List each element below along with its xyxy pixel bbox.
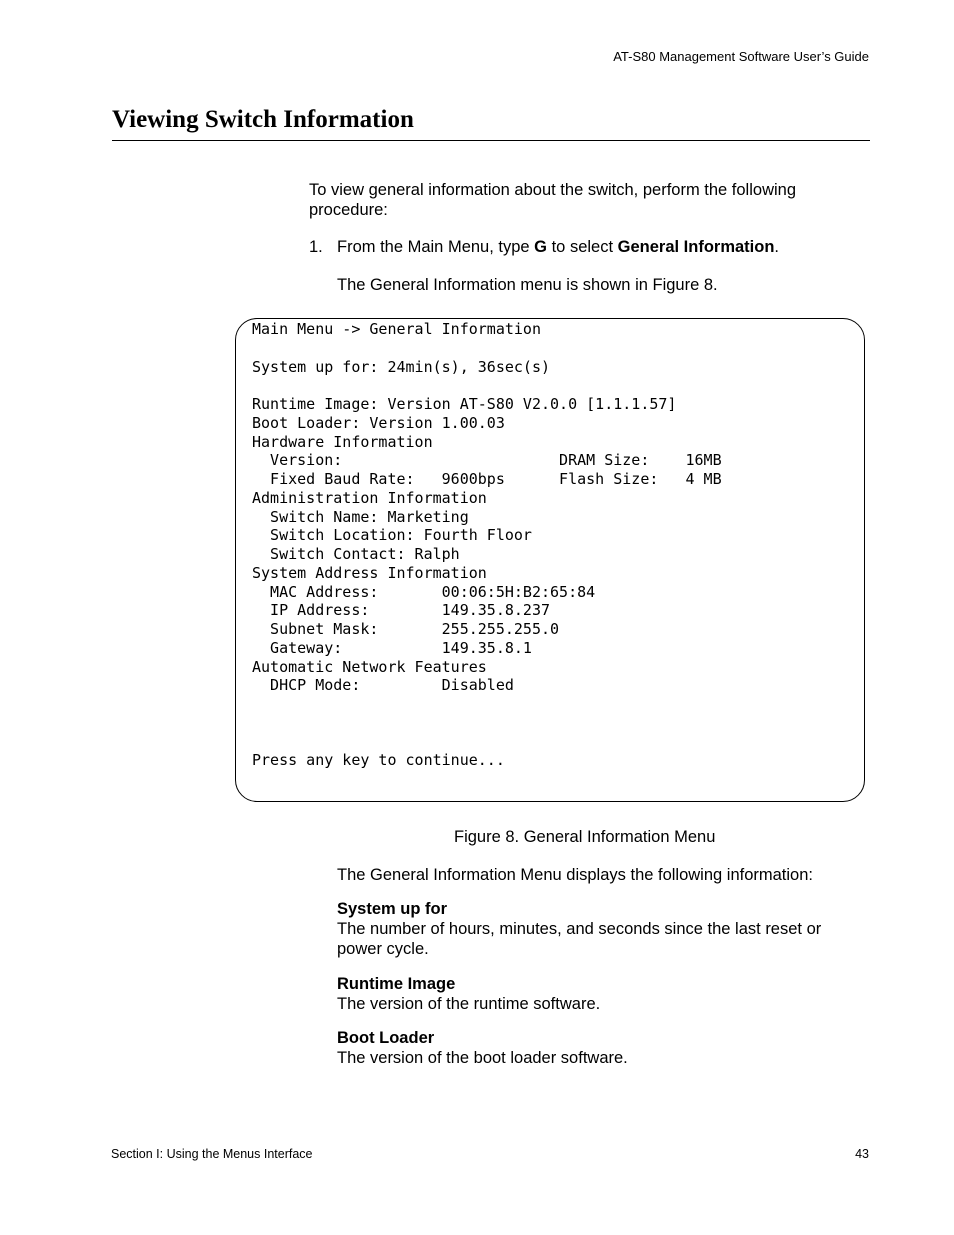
step-text-part: .	[774, 238, 780, 256]
step-1-note: The General Information menu is shown in Figure 8.	[337, 276, 718, 294]
terminal-line: Switch Location: Fourth Floor	[252, 526, 532, 545]
terminal-line: IP Address: 149.35.8.237	[252, 601, 551, 620]
terminal-line: Switch Name: Marketing	[252, 507, 469, 526]
step-text	[337, 237, 779, 257]
definition-term: System up for	[337, 900, 448, 918]
step-text-part: From the Main Menu, type	[337, 238, 535, 256]
terminal-line: Runtime Image: Version AT-S80 V2.0.0 [1.1.1.57]	[252, 395, 677, 413]
terminal-line: Main Menu -> General Information	[252, 320, 541, 338]
definition-runtime-image	[337, 974, 857, 1014]
terminal-line: Subnet Mask: 255.255.255.0	[252, 620, 560, 638]
section-title: Viewing Switch Information	[112, 106, 414, 133]
terminal-line: Hardware Information	[252, 432, 433, 451]
terminal-line: System up for: 24min(s), 36sec(s)	[252, 357, 551, 376]
definition-description: The number of hours, minutes, and seconds since the last reset or power cycle.	[337, 920, 822, 958]
step-number: 1.	[309, 238, 323, 256]
terminal-line: DHCP Mode: Disabled	[252, 676, 514, 695]
terminal-line: Administration Information	[252, 488, 487, 507]
definition-term: Runtime Image	[337, 975, 456, 993]
terminal-line: Boot Loader: Version 1.00.03	[252, 413, 505, 432]
terminal-line: Switch Contact: Ralph	[252, 545, 460, 563]
terminal-line: Automatic Network Features	[252, 657, 487, 676]
description-intro: The General Information Menu displays the following information:	[337, 866, 813, 884]
terminal-line: Gateway: 149.35.8.1	[252, 638, 532, 657]
terminal-line: Version: DRAM Size: 16MB	[252, 451, 722, 470]
figure-caption: Figure 8. General Information Menu	[454, 828, 716, 846]
terminal-line: MAC Address: 00:06:5H:B2:65:84	[252, 582, 596, 601]
running-header: AT-S80 Management Software User’s Guide	[613, 49, 869, 64]
definition-description: The version of the runtime software.	[337, 995, 601, 1013]
step-text-part: to select	[547, 238, 618, 256]
footer-section: Section I: Using the Menus Interface	[111, 1147, 313, 1161]
terminal-line: System Address Information	[252, 563, 487, 582]
terminal-line: Fixed Baud Rate: 9600bps Flash Size: 4 MB	[252, 470, 722, 488]
title-rule	[112, 140, 870, 141]
footer-page-number: 43	[855, 1147, 869, 1161]
step-key: G	[534, 238, 548, 256]
intro-paragraph: To view general information about the switch, perform the following procedure:	[309, 181, 796, 219]
definition-system-up-for	[337, 899, 857, 959]
definition-term: Boot Loader	[337, 1029, 435, 1047]
definition-description: The version of the boot loader software.	[337, 1049, 628, 1067]
step-menu-name: General Information	[617, 238, 775, 256]
definition-boot-loader	[337, 1028, 857, 1068]
terminal-line: Press any key to continue...	[252, 751, 505, 770]
